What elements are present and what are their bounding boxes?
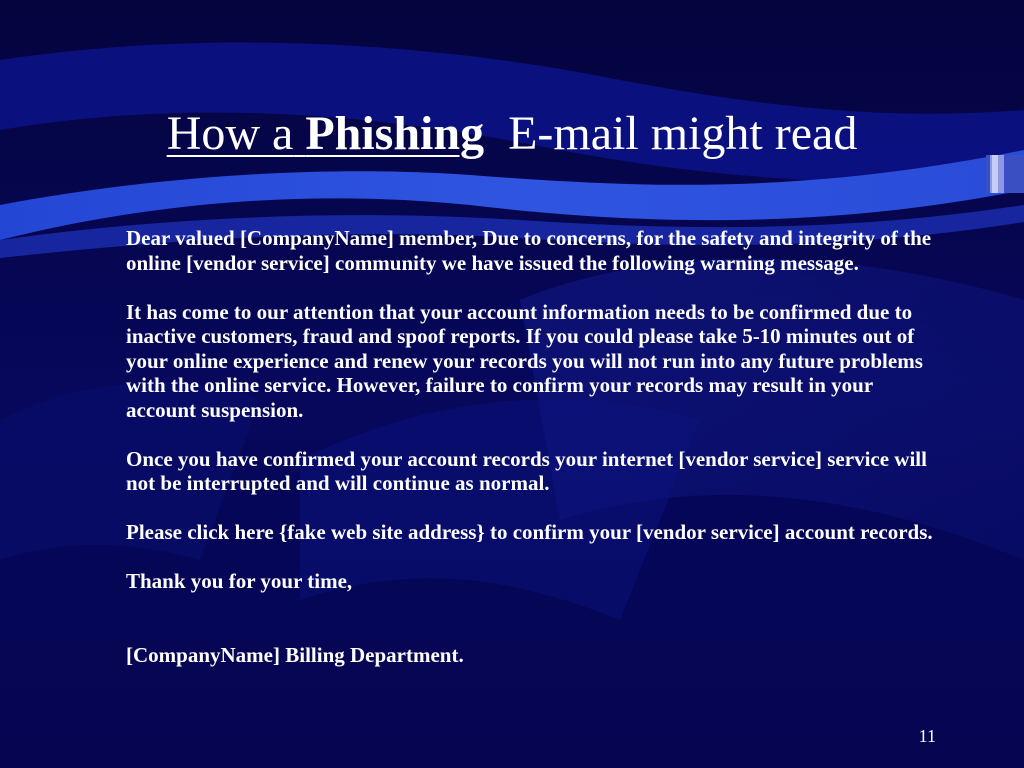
title-suffix: E-mail might read [508, 107, 858, 160]
title-prefix: How a [166, 107, 294, 160]
email-greeting-paragraph: Dear valued [CompanyName] member, Due to concerns, for the safety and integrity of the online [vendor service] community we have issued the following warning message. [126, 226, 932, 275]
email-signature: [CompanyName] Billing Department. [126, 642, 464, 667]
email-signoff: Thank you for your time, [126, 569, 353, 593]
title-underlined-part [167, 107, 484, 160]
email-call-to-action-paragraph: Please click here {fake web site address} to confirm your [vendor service] account records. [126, 520, 933, 544]
slide-title [0, 106, 1024, 162]
title-emphasis: Phishing [305, 107, 485, 160]
slide-page-number: 11 [918, 726, 936, 746]
email-warning-paragraph: It has come to our attention that your account information needs to be confirmed due to inactive customers, fraud and spoof reports. If you could please take 5-10 minutes out of your online experience and renew your records you will not run into any future problems with the online service. However, failure to confirm your records may result in your account suspension. [126, 299, 923, 422]
email-assurance-paragraph: Once you have confirmed your account records your internet [vendor service] service will not be interrupted and will continue as normal. [126, 446, 927, 495]
email-body [126, 226, 946, 667]
